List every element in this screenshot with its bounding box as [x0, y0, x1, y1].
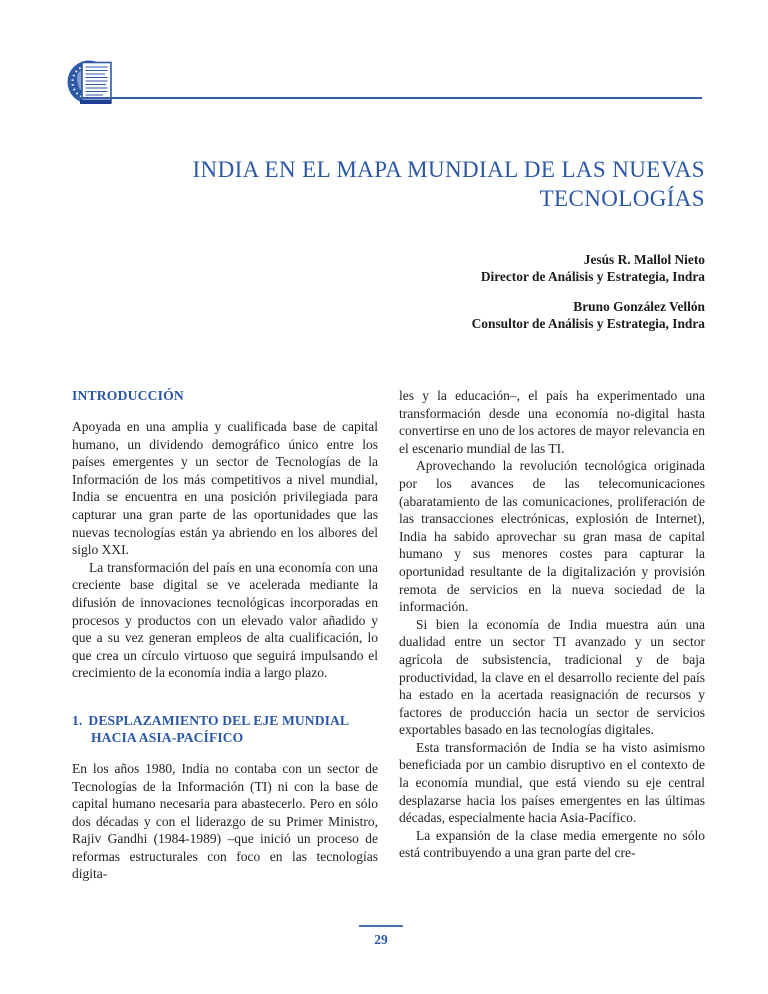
article-body	[72, 387, 705, 883]
section-1-heading	[72, 712, 378, 747]
author-entry	[300, 252, 705, 285]
right-column	[399, 387, 705, 883]
page-number: 29	[374, 932, 388, 947]
section-1-title: DESPLAZAMIENTO DEL EJE MUNDIAL HACIA ASIA-PACÍFICO	[88, 712, 349, 746]
body-paragraph: La transformación del país en una economía con una creciente base digital se ve acelerada mediante la difusión de innovaciones tecnológicas incorporadas en procesos y productos con un elevado valor añadido y que a su vez generan empleos de alta cualificación, lo que crea un círculo virtuoso que seguirá impulsando el crecimiento de la economía india a largo plazo.	[72, 559, 378, 681]
page-title-line-2: TECNOLOGÍAS	[539, 185, 705, 211]
body-paragraph: Si bien la economía de India muestra aún una dualidad entre un sector TI avanzado y un sector agrícola de subsistencia, tradicional y de baja productividad, la clave en el desarrollo reciente del país ha estado en la acertada reasignación de recursos y factores de producción hacia un sector de servicios exportables basado en las tecnologías digitales.	[399, 616, 705, 738]
body-paragraph: les y la educación–, el país ha experimentado una transformación desde una economía no-digital hasta convertirse en uno de los actores de mayor relevancia en el escenario mundial de las TI.	[399, 388, 705, 456]
body-paragraph: Aprovechando la revolución tecnológica originada por los avances de las telecomunicaciones (abaratamiento de las comunicaciones, proliferación de las transacciones electrónicas, explosión de Internet), India ha sabido aprovechar su gran masa de capital humano y sus menores costes para capturar la oportunidad resultante de la digitalización y provisión remota de servicios en la nueva sociedad de la información.	[399, 458, 705, 615]
body-paragraph: En los años 1980, India no contaba con un sector de Tecnologías de la Información (TI) ni con la base de capital humano necesaria para abastecerlo. Pero en sólo dos décadas y con el liderazgo de su Primer Ministro, Rajiv Gandhi (1984-1989) –que inició un proceso de reformas estructurales con foco en las tecnologías digita-	[72, 760, 378, 882]
section-1-number: 1.	[72, 712, 83, 728]
body-paragraph: Apoyada en una amplia y cualificada base de capital humano, un dividendo demográfico único entre los países emergentes y un sector de Tecnologías de la Información de los más competitivos a nivel mundial, India se encuentra en una posición privilegiada para capturar una gran parte de las oportunidades que las nuevas tecnologías están ya abriendo en los albores del siglo XXI.	[72, 419, 378, 558]
page-title	[100, 156, 705, 213]
footer-rule	[359, 925, 403, 927]
author-role: Consultor de Análisis y Estrategia, Indra	[471, 315, 705, 331]
author-role: Director de Análisis y Estrategia, Indra	[480, 268, 705, 284]
author-block	[300, 252, 705, 332]
left-column	[72, 387, 378, 883]
body-paragraph: La expansión de la clase media emergente no sólo está contribuyendo a una gran parte del cre-	[399, 827, 705, 861]
header-rule	[78, 97, 702, 99]
author-name: Bruno González Vellón	[573, 299, 705, 314]
page-title-line-1: INDIA EN EL MAPA MUNDIAL DE LAS NUEVAS	[192, 157, 705, 182]
body-paragraph: Esta transformación de India se ha visto asimismo beneficiada por un cambio disruptivo en el contexto de la economía mundial, que está viendo su eje central desplazarse hacia los países emergentes en las últimas décadas, especialmente hacia Asia-Pacífico.	[399, 739, 705, 826]
author-entry	[300, 299, 705, 332]
author-name: Jesús R. Mallol Nieto	[583, 252, 705, 267]
intro-heading: INTRODUCCIÓN	[72, 388, 184, 403]
